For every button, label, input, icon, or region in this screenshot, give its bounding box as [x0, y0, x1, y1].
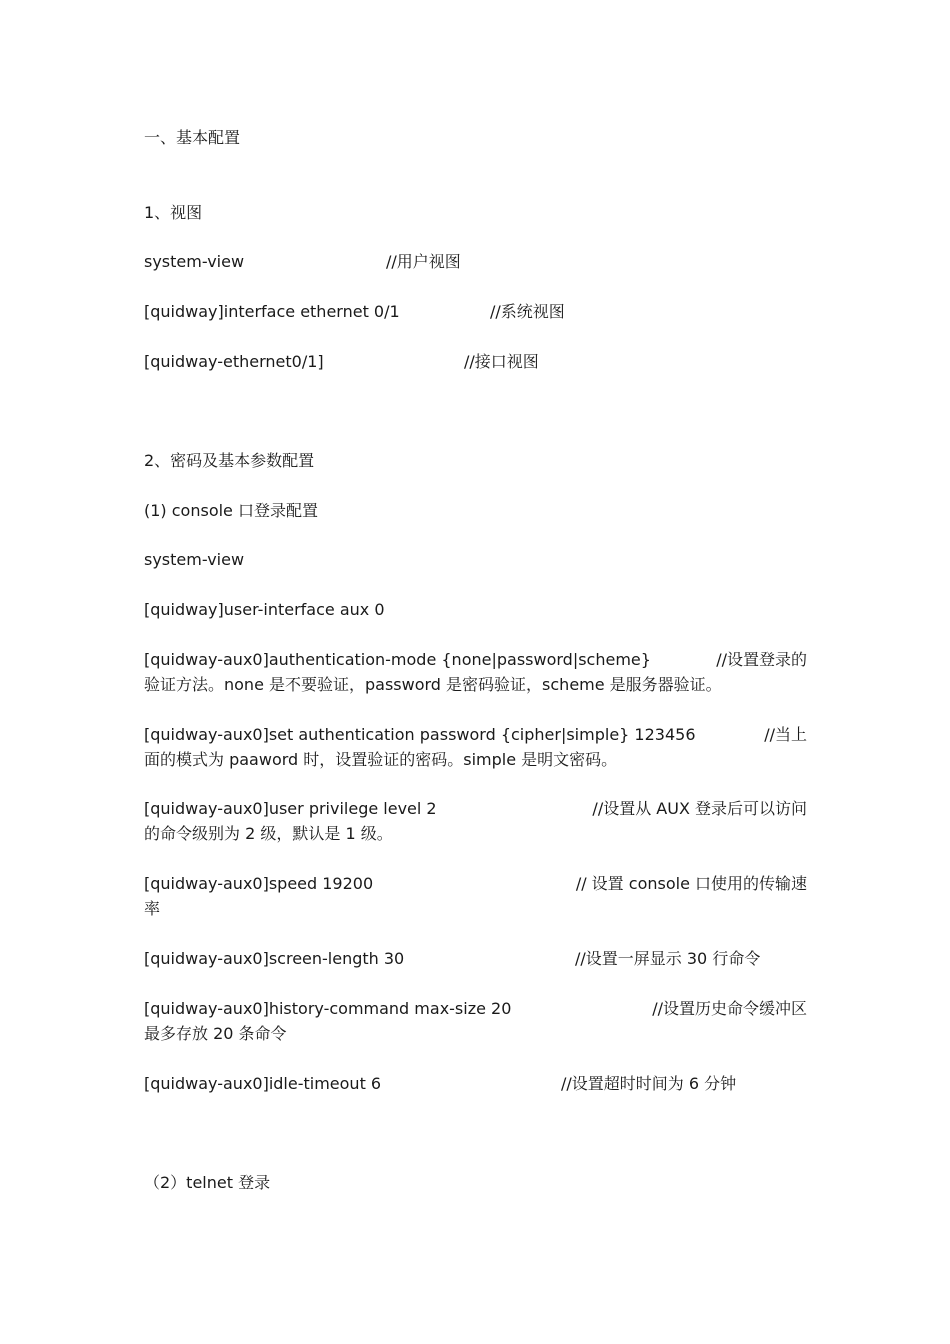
comment-text: //设置从 AUX 登录后可以访问: [592, 799, 807, 818]
command-text: [quidway-ethernet0/1]: [144, 352, 324, 371]
command-text: system-view: [144, 252, 245, 271]
comment-text: //系统视图: [490, 302, 565, 321]
speed-paragraph: [144, 871, 807, 921]
comment-continuation: 的命令级别为 2 级，默认是 1 级。: [144, 824, 393, 843]
command-line: [quidway]user-interface aux 0: [144, 600, 385, 619]
command-line: system-view: [144, 550, 245, 569]
command-text: [quidway-aux0]set authentication password {cipher|simple} 123456: [144, 725, 696, 744]
auth-mode-paragraph: [144, 647, 807, 697]
comment-continuation: 面的模式为 paaword 时，设置验证的密码。simple 是明文密码。: [144, 750, 618, 769]
idle-timeout-line: [144, 1071, 807, 1096]
auth-password-paragraph: [144, 722, 807, 772]
command-text: [quidway-aux0]speed 19200: [144, 874, 374, 893]
command-text: [quidway-aux0]idle-timeout 6: [144, 1074, 382, 1093]
comment-text: //用户视图: [386, 252, 461, 271]
screen-length-line: [144, 946, 807, 971]
comment-text: //设置超时时间为 6 分钟: [561, 1074, 737, 1093]
view-line-user: [144, 249, 807, 274]
comment-continuation: 验证方法。none 是不要验证，password 是密码验证，scheme 是服务器验证。: [144, 675, 722, 694]
comment-text: //接口视图: [464, 352, 539, 371]
comment-text: //当上: [764, 725, 807, 744]
comment-continuation: 率: [144, 899, 161, 918]
command-text: [quidway-aux0]user privilege level 2: [144, 799, 437, 818]
comment-continuation: 最多存放 20 条命令: [144, 1024, 287, 1043]
comment-text: //设置一屏显示 30 行命令: [575, 949, 761, 968]
command-text: [quidway-aux0]screen-length 30: [144, 949, 405, 968]
doc-heading: 一、基本配置: [144, 128, 241, 147]
console-subtitle: (1) console 口登录配置: [144, 501, 318, 520]
command-text: [quidway-aux0]history-command max-size 20: [144, 999, 512, 1018]
history-paragraph: [144, 996, 807, 1046]
command-text: [quidway]interface ethernet 0/1: [144, 302, 400, 321]
privilege-paragraph: [144, 796, 807, 846]
view-line-interface: [144, 349, 807, 374]
telnet-subtitle: （2）telnet 登录: [144, 1173, 271, 1192]
document-page: [144, 0, 807, 1344]
section2-title: 2、密码及基本参数配置: [144, 451, 315, 470]
view-line-system: [144, 299, 807, 324]
comment-text: //设置登录的: [716, 650, 807, 669]
section1-title: 1、视图: [144, 203, 203, 222]
comment-text: // 设置 console 口使用的传输速: [575, 874, 807, 893]
command-text: [quidway-aux0]authentication-mode {none|password|scheme}: [144, 650, 651, 669]
comment-text: //设置历史命令缓冲区: [652, 999, 807, 1018]
